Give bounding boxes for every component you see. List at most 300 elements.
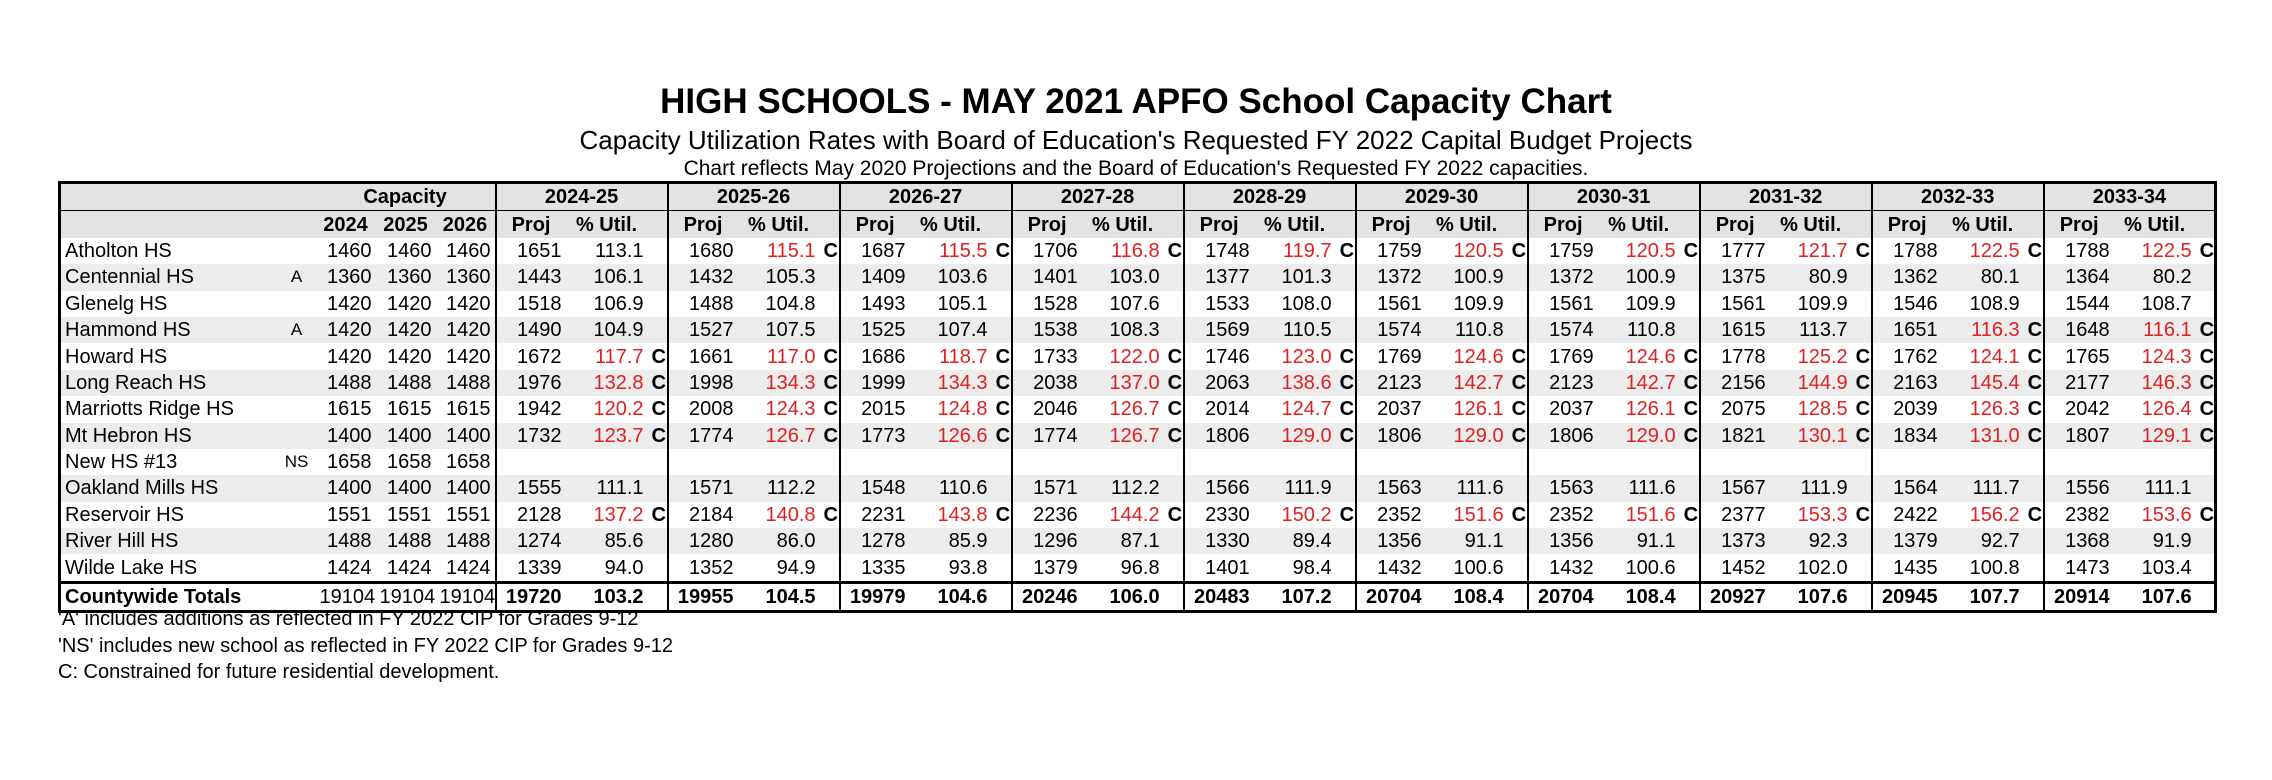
header-row-years [60,183,2216,211]
utilization-value: 145.4 [1942,370,2024,396]
utilization-value: 89.4 [1254,528,1336,554]
utilization-value: 125.2 [1797,345,1848,368]
utilization-value [1770,449,1852,475]
utilization-value: 143.8 [937,503,988,526]
constrained-flag [820,449,840,475]
projection-value: 2163 [1872,370,1942,396]
projection-value: 1778 [1700,343,1770,369]
constrained-flag [1852,291,1872,317]
constrained-flag [1336,291,1356,317]
year-header: 2024-25 [496,183,668,211]
utilization-value: 111.9 [1254,475,1336,501]
utilization-value: 100.6 [1453,556,1504,579]
projection-value: 1280 [668,528,738,554]
utilization-value: 112.2 [1082,475,1164,501]
projection-value: 1527 [668,317,738,343]
utilization-value: 100.6 [1625,556,1676,579]
projection-value: 1372 [1528,264,1598,290]
constrained-flag [1164,554,1184,582]
utilization-value: 144.2 [1109,503,1160,526]
projection-value: 1435 [1872,554,1942,582]
projection-value [1184,449,1254,475]
year-header: 2031-32 [1700,183,1872,211]
capacity-value: 1551 [387,503,432,526]
utilization-value: 109.9 [1625,292,1676,315]
constrained-flag [1336,475,1356,501]
projection-value [840,449,910,475]
utilization-value: 80.9 [1770,264,1852,290]
constrained-flag [1508,475,1528,501]
capacity-value: 1420 [446,345,491,368]
school-name: Glenelg HS [65,292,168,315]
util-header: % Util. [2114,211,2196,238]
constrained-flag: C [2024,423,2044,449]
projection-value: 1278 [840,528,910,554]
projection-value: 1452 [1700,554,1770,582]
table-row [60,396,2216,422]
total-constraint-blank [1336,582,1356,611]
utilization-value: 126.1 [1453,398,1504,421]
utilization-value: 120.5 [1453,239,1504,262]
projection-value: 1561 [1356,291,1426,317]
constrained-flag: C [2196,423,2216,449]
projection-value [496,449,566,475]
utilization-value [1082,449,1164,475]
school-note: A [278,317,316,343]
projection-value: 2177 [2044,370,2114,396]
constrained-flag [1680,528,1700,554]
school-note [278,238,316,264]
total-capacity-value: 19104 [316,582,376,611]
utilization-value: 100.8 [1969,556,2020,579]
capacity-year-header: 2024 [316,211,376,238]
total-projection-value: 20927 [1700,582,1770,611]
projection-value: 1998 [668,370,738,396]
utilization-value: 106.9 [593,292,644,315]
constrained-flag: C [995,239,1011,262]
utilization-value: 115.1 [766,239,816,262]
utilization-value: 111.7 [1942,475,2024,501]
capacity-value: 1460 [446,239,491,262]
constrained-flag: C [2027,503,2043,526]
projection-value: 1528 [1012,291,1082,317]
projection-value: 1538 [1012,317,1082,343]
projection-value: 1296 [1012,528,1082,554]
proj-header: Proj [1700,211,1770,238]
projection-value: 1330 [1184,528,1254,554]
capacity-value: 1658 [446,451,491,474]
constrained-flag [2024,528,2044,554]
capacity-value: 1400 [316,423,376,449]
utilization-value: 111.1 [2114,475,2196,501]
utilization-value: 104.8 [765,292,816,315]
constrained-flag: C [823,398,838,421]
utilization-value: 129.0 [1426,423,1508,449]
constrained-flag [1164,264,1184,290]
projection-value: 1571 [1012,475,1082,501]
constrained-flag: C [1167,239,1183,262]
utilization-value: 92.7 [1942,528,2024,554]
constraint-header [992,211,1012,238]
capacity-value: 1488 [376,370,436,396]
constrained-flag: C [823,345,838,368]
table-row [60,475,2216,501]
total-constraint-blank [1508,582,1528,611]
constrained-flag: C [651,503,666,526]
constrained-flag [648,528,668,554]
constrained-flag [2196,264,2216,290]
projection-value: 1409 [840,264,910,290]
table-row [60,238,2216,264]
utilization-value: 87.1 [1082,528,1164,554]
projection-value: 1774 [668,423,738,449]
projection-value: 2382 [2044,502,2114,528]
utilization-value: 101.3 [1254,264,1336,290]
projection-value: 1377 [1184,264,1254,290]
utilization-value: 91.1 [1426,528,1508,554]
constrained-flag [992,291,1012,317]
capacity-value: 1615 [387,398,432,421]
constrained-flag: C [1855,398,1871,421]
projection-value: 1379 [1872,528,1942,554]
capacity-year-header: 2026 [436,211,496,238]
utilization-value: 104.9 [566,317,648,343]
projection-value: 2038 [1012,370,1082,396]
constrained-flag [2024,554,2044,582]
school-note: A [278,264,316,290]
constrained-flag: C [2027,239,2043,262]
utilization-value: 113.7 [1770,317,1852,343]
projection-value: 1561 [1700,291,1770,317]
constrained-flag: C [651,398,666,421]
utilization-value: 108.7 [2141,292,2192,315]
constrained-flag [1164,528,1184,554]
projection-value: 1777 [1700,238,1770,264]
total-constraint-blank [1680,582,1700,611]
utilization-value: 111.9 [1770,475,1852,501]
utilization-value [738,449,820,475]
utilization-value: 118.7 [938,345,988,368]
constrained-flag: C [995,398,1011,421]
capacity-table [58,181,2217,613]
utilization-value: 100.9 [1426,264,1508,290]
constrained-flag [648,554,668,582]
constrained-flag [820,554,840,582]
constrained-flag [1164,475,1184,501]
projection-value: 1567 [1700,475,1770,501]
total-constraint-blank [820,582,840,611]
constrained-flag: C [1336,370,1356,396]
utilization-value: 119.7 [1283,239,1332,262]
capacity-value: 1551 [446,503,491,526]
utilization-value: 121.7 [1797,239,1848,262]
projection-value: 1555 [496,475,566,501]
year-header: 2026-27 [840,183,1012,211]
capacity-value: 1420 [327,292,372,315]
constrained-flag [1508,554,1528,582]
constrained-flag [648,238,668,264]
utilization-value: 122.5 [1969,239,2020,262]
school-note [278,370,316,396]
utilization-value: 151.6 [1625,503,1676,526]
capacity-value: 1360 [436,264,496,290]
constrained-flag [1680,291,1700,317]
school-name: Oakland Mills HS [60,475,278,501]
util-header: % Util. [1770,211,1852,238]
constrained-flag: C [1683,503,1699,526]
constrained-flag [1336,528,1356,554]
projection-value: 2075 [1700,396,1770,422]
capacity-value: 1420 [436,317,496,343]
constrained-flag [1336,317,1356,343]
constrained-flag: C [820,423,840,449]
footnote-new-school: 'NS' includes new school as reflected in FY 2022 CIP for Grades 9-12 [58,634,673,657]
utilization-value: 124.3 [765,398,816,421]
constraint-header [820,211,840,238]
projection-value: 1443 [496,264,566,290]
total-constraint-blank [2024,582,2044,611]
constrained-flag [648,291,668,317]
constrained-flag [1852,475,1872,501]
projection-value: 1533 [1184,291,1254,317]
constrained-flag [2196,291,2216,317]
capacity-value: 1460 [327,239,372,262]
proj-header: Proj [668,211,738,238]
utilization-value: 110.8 [1426,317,1508,343]
capacity-value: 1400 [316,475,376,501]
utilization-value: 129.0 [1254,423,1336,449]
constrained-flag [820,528,840,554]
projection-value: 1561 [1528,291,1598,317]
projection-value: 1765 [2044,343,2114,369]
constrained-flag [1164,317,1184,343]
utilization-value: 109.9 [1453,292,1504,315]
constrained-flag [1508,291,1528,317]
utilization-value: 150.2 [1281,503,1332,526]
utilization-value: 108.3 [1082,317,1164,343]
utilization-value: 132.8 [566,370,648,396]
constrained-flag: C [1511,345,1527,368]
projection-value: 1356 [1528,528,1598,554]
projection-value: 1356 [1356,528,1426,554]
utilization-value: 123.7 [566,423,648,449]
utilization-value: 126.1 [1625,398,1676,421]
footnote-constrained: C: Constrained for future residential development. [58,661,500,683]
capacity-value: 1460 [387,239,432,262]
total-utilization-value: 107.2 [1254,582,1336,611]
constrained-flag [1680,317,1700,343]
capacity-value: 1658 [327,451,372,474]
total-utilization-value: 108.4 [1598,582,1680,611]
projection-value: 2014 [1184,396,1254,422]
year-header: 2025-26 [668,183,840,211]
constrained-flag [1164,291,1184,317]
projection-value: 1769 [1356,343,1426,369]
school-name: Hammond HS [60,317,278,343]
projection-value: 1432 [1528,554,1598,582]
utilization-value: 86.0 [738,528,820,554]
projection-value: 1788 [2044,238,2114,264]
constraint-header [1852,211,1872,238]
projection-value: 1335 [840,554,910,582]
school-note [278,343,316,369]
utilization-value: 111.6 [1426,475,1508,501]
utilization-value: 137.0 [1082,370,1164,396]
constrained-flag: C [1680,423,1700,449]
constrained-flag [992,449,1012,475]
constrained-flag [1680,449,1700,475]
totals-label: Countywide Totals [60,582,316,611]
constrained-flag [1680,475,1700,501]
utilization-value: 124.6 [1453,345,1504,368]
page-title: HIGH SCHOOLS - MAY 2021 APFO School Capacity Chart [660,82,1612,121]
projection-value: 1401 [1184,554,1254,582]
page-subtitle: Capacity Utilization Rates with Board of Education's Requested FY 2022 Capital Budget Projects [579,125,1693,155]
capacity-value: 1551 [327,503,372,526]
utilization-value: 126.7 [738,423,820,449]
constrained-flag: C [1511,503,1527,526]
util-header: % Util. [738,211,820,238]
constrained-flag: C [2199,345,2215,368]
total-utilization-value: 107.6 [1770,582,1852,611]
utilization-value: 107.4 [910,317,992,343]
school-note [278,502,316,528]
utilization-value: 109.9 [1797,292,1848,315]
school-name: Long Reach HS [60,370,278,396]
constraint-header [1336,211,1356,238]
constrained-flag: C [2196,370,2216,396]
constrained-flag: C [1511,398,1527,421]
capacity-value: 1400 [436,423,496,449]
utilization-value: 128.5 [1797,398,1848,421]
constrained-flag: C [995,345,1011,368]
utilization-value: 80.2 [2114,264,2196,290]
total-projection-value: 20483 [1184,582,1254,611]
projection-value: 1488 [668,291,738,317]
constrained-flag [820,291,840,317]
year-header: 2033-34 [2044,183,2216,211]
total-constraint-blank [2196,582,2216,611]
projection-value: 2422 [1872,502,1942,528]
constrained-flag [820,317,840,343]
projection-value: 1432 [1356,554,1426,582]
capacity-value: 1400 [376,423,436,449]
projection-value: 1563 [1356,475,1426,501]
capacity-value: 1420 [387,292,432,315]
constrained-flag: C [2024,317,2044,343]
projection-value: 2352 [1356,502,1426,528]
utilization-value: 146.3 [2114,370,2196,396]
utilization-value: 113.1 [594,239,644,262]
projection-value: 1651 [496,238,566,264]
util-header: % Util. [1598,211,1680,238]
projection-value [2044,449,2114,475]
utilization-value: 126.7 [1109,398,1160,421]
projection-value: 1432 [668,264,738,290]
constrained-flag [992,475,1012,501]
school-name: Marriotts Ridge HS [65,398,234,421]
projection-value: 1672 [496,343,566,369]
constrained-flag [1336,449,1356,475]
projection-value: 1525 [840,317,910,343]
utilization-value: 85.9 [910,528,992,554]
constraint-header [1508,211,1528,238]
utilization-value: 110.5 [1254,317,1336,343]
school-name: Mt Hebron HS [60,423,278,449]
utilization-value: 85.6 [566,528,648,554]
projection-value: 1806 [1356,423,1426,449]
utilization-value: 122.0 [1109,345,1160,368]
constrained-flag: C [1164,370,1184,396]
projection-value: 1680 [668,238,738,264]
utilization-value: 124.3 [2141,345,2192,368]
utilization-value: 116.3 [1942,317,2024,343]
constrained-flag [1508,449,1528,475]
utilization-value: 120.2 [593,398,644,421]
total-constraint-blank [992,582,1012,611]
constrained-flag: C [1339,345,1355,368]
capacity-value: 1424 [446,556,491,579]
projection-value: 1564 [1872,475,1942,501]
projection-value: 1566 [1184,475,1254,501]
projection-value: 1806 [1528,423,1598,449]
utilization-value: 102.0 [1797,556,1848,579]
constrained-flag: C [995,503,1011,526]
constrained-flag [1680,264,1700,290]
total-projection-value: 20914 [2044,582,2114,611]
capacity-value: 1424 [387,556,432,579]
utilization-value: 117.7 [594,345,644,368]
total-projection-value: 19720 [496,582,566,611]
constrained-flag: C [1339,398,1355,421]
constrained-flag: C [1164,423,1184,449]
utilization-value: 126.3 [1969,398,2020,421]
total-projection-value: 19955 [668,582,738,611]
projection-value: 1976 [496,370,566,396]
utilization-value [1942,449,2024,475]
school-note [278,528,316,554]
constrained-flag: C [1852,423,1872,449]
capacity-value: 1488 [316,370,376,396]
util-header: % Util. [1254,211,1336,238]
constrained-flag: C [2027,398,2043,421]
util-header: % Util. [910,211,992,238]
constrained-flag [992,528,1012,554]
utilization-value: 129.1 [2114,423,2196,449]
table-row [60,423,2216,449]
constrained-flag [2024,449,2044,475]
constrained-flag [820,475,840,501]
projection-value: 1274 [496,528,566,554]
utilization-value: 134.3 [910,370,992,396]
projection-value: 1788 [1872,238,1942,264]
total-constraint-blank [1164,582,1184,611]
utilization-value: 129.0 [1598,423,1680,449]
table-row [60,449,2216,475]
projection-value: 1473 [2044,554,2114,582]
projection-value: 1615 [1700,317,1770,343]
projection-value: 1806 [1184,423,1254,449]
projection-value: 1379 [1012,554,1082,582]
utilization-value: 123.0 [1281,345,1332,368]
table-row [60,502,2216,528]
util-header: % Util. [1082,211,1164,238]
proj-header: Proj [496,211,566,238]
capacity-header: Capacity [316,183,496,211]
utilization-value: 105.1 [937,292,988,315]
utilization-value: 94.9 [776,556,816,579]
utilization-value: 120.5 [1625,239,1676,262]
